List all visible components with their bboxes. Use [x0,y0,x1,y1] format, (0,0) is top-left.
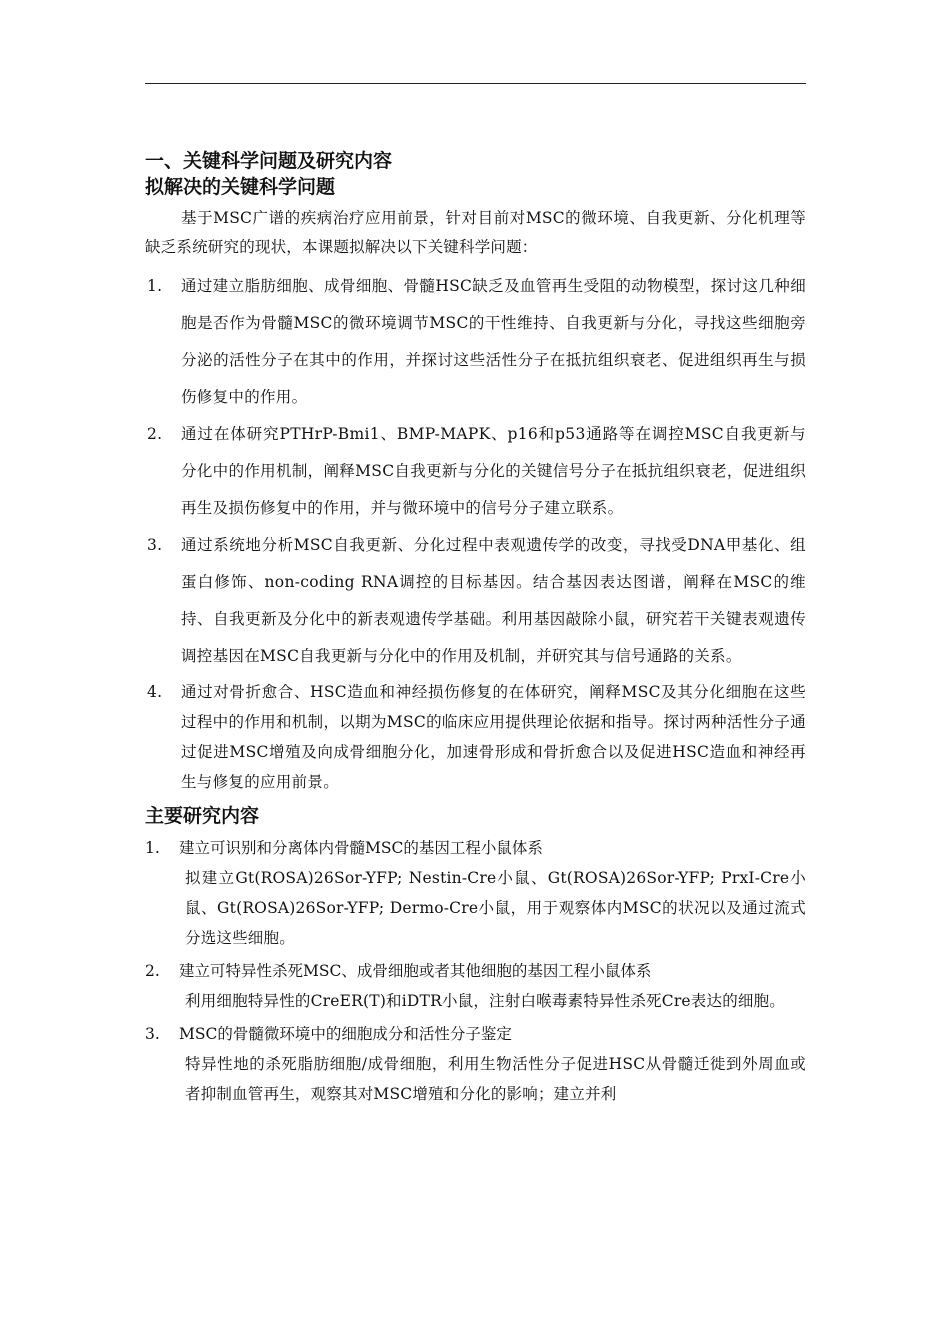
content-item-title [145,956,806,986]
key-problem-item [145,268,806,416]
content-item-body: 拟建立Gt(ROSA)26Sor-YFP; Nestin-Cre小鼠、Gt(ROSA)26Sor-YFP; PrxI-Cre小鼠、Gt(ROSA)26Sor-YFP; Dermo-Cre小鼠，用于观察体内MSC的状况以及通过流式分选这些细胞。 [185,869,806,947]
item-title-text: MSC的骨髓微环境中的细胞成分和活性分子鉴定 [179,1025,512,1043]
item-number: 4. [147,683,163,701]
key-problems-intro: 基于MSC广谱的疾病治疗应用前景，针对目前对MSC的微环境、自我更新、分化机理等缺乏系统研究的现状，本课题拟解决以下关键科学问题： [145,209,806,256]
item-title-text: 建立可特异性杀死MSC、成骨细胞或者其他细胞的基因工程小鼠体系 [179,962,652,980]
item-text: 通过对骨折愈合、HSC造血和神经损伤修复的在体研究，阐释MSC及其分化细胞在这些过程中的作用和机制，以期为MSC的临床应用提供理论依据和指导。探讨两种活性分子通过促进MSC增殖及向成骨细胞分化，加速骨形成和骨折愈合以及促进HSC造血和神经再生与修复的应用前景。 [181,683,806,791]
item-text: 通过在体研究PTHrP-Bmi1、BMP-MAPK、p16和p53通路等在调控MSC自我更新与分化中的作用机制，阐释MSC自我更新与分化的关键信号分子在抵抗组织衰老，促进组织再生及损伤修复中的作用，并与微环境中的信号分子建立联系。 [181,425,806,517]
item-number: 1. [145,839,160,857]
section-title: 一、关键科学问题及研究内容 [145,150,393,172]
item-number: 1. [147,277,163,295]
key-problem-item [145,416,806,527]
header-rule [145,83,806,84]
main-content-heading: 主要研究内容 [145,805,260,827]
content-item-body: 利用细胞特异性的CreER(T)和iDTR小鼠，注射白喉毒素特异性杀死Cre表达的细胞。 [185,992,785,1010]
item-number: 3. [147,536,163,554]
content-item-title [145,1019,806,1049]
item-text: 通过系统地分析MSC自我更新、分化过程中表观遗传学的改变，寻找受DNA甲基化、组蛋白修饰、non-coding RNA调控的目标基因。结合基因表达图谱，阐释在MSC的维持、自我更新及分化中的新表观遗传学基础。利用基因敲除小鼠，研究若干关键表观遗传调控基因在MSC自我更新与分化中的作用及机制，并研究其与信号通路的关系。 [181,536,806,665]
key-problem-item [145,527,806,675]
item-text: 通过建立脂肪细胞、成骨细胞、骨髓HSC缺乏及血管再生受阻的动物模型，探讨这几种细胞是否作为骨髓MSC的微环境调节MSC的干性维持、自我更新与分化，寻找这些细胞旁分泌的活性分子在其中的作用，并探讨这些活性分子在抵抗组织衰老、促进组织再生与损伤修复中的作用。 [181,277,806,406]
item-number: 2. [145,962,160,980]
key-problem-item [145,677,806,797]
content-item-title [145,833,806,863]
content-item-body: 特异性地的杀死脂肪细胞/成骨细胞，利用生物活性分子促进HSC从骨髓迁徙到外周血或者抑制血管再生，观察其对MSC增殖和分化的影响；建立并利 [185,1055,806,1103]
item-number: 2. [147,425,163,443]
item-title-text: 建立可识别和分离体内骨髓MSC的基因工程小鼠体系 [179,839,543,857]
item-number: 3. [145,1025,160,1043]
key-problems-heading: 拟解决的关键科学问题 [145,176,336,198]
document-body [145,148,806,1112]
